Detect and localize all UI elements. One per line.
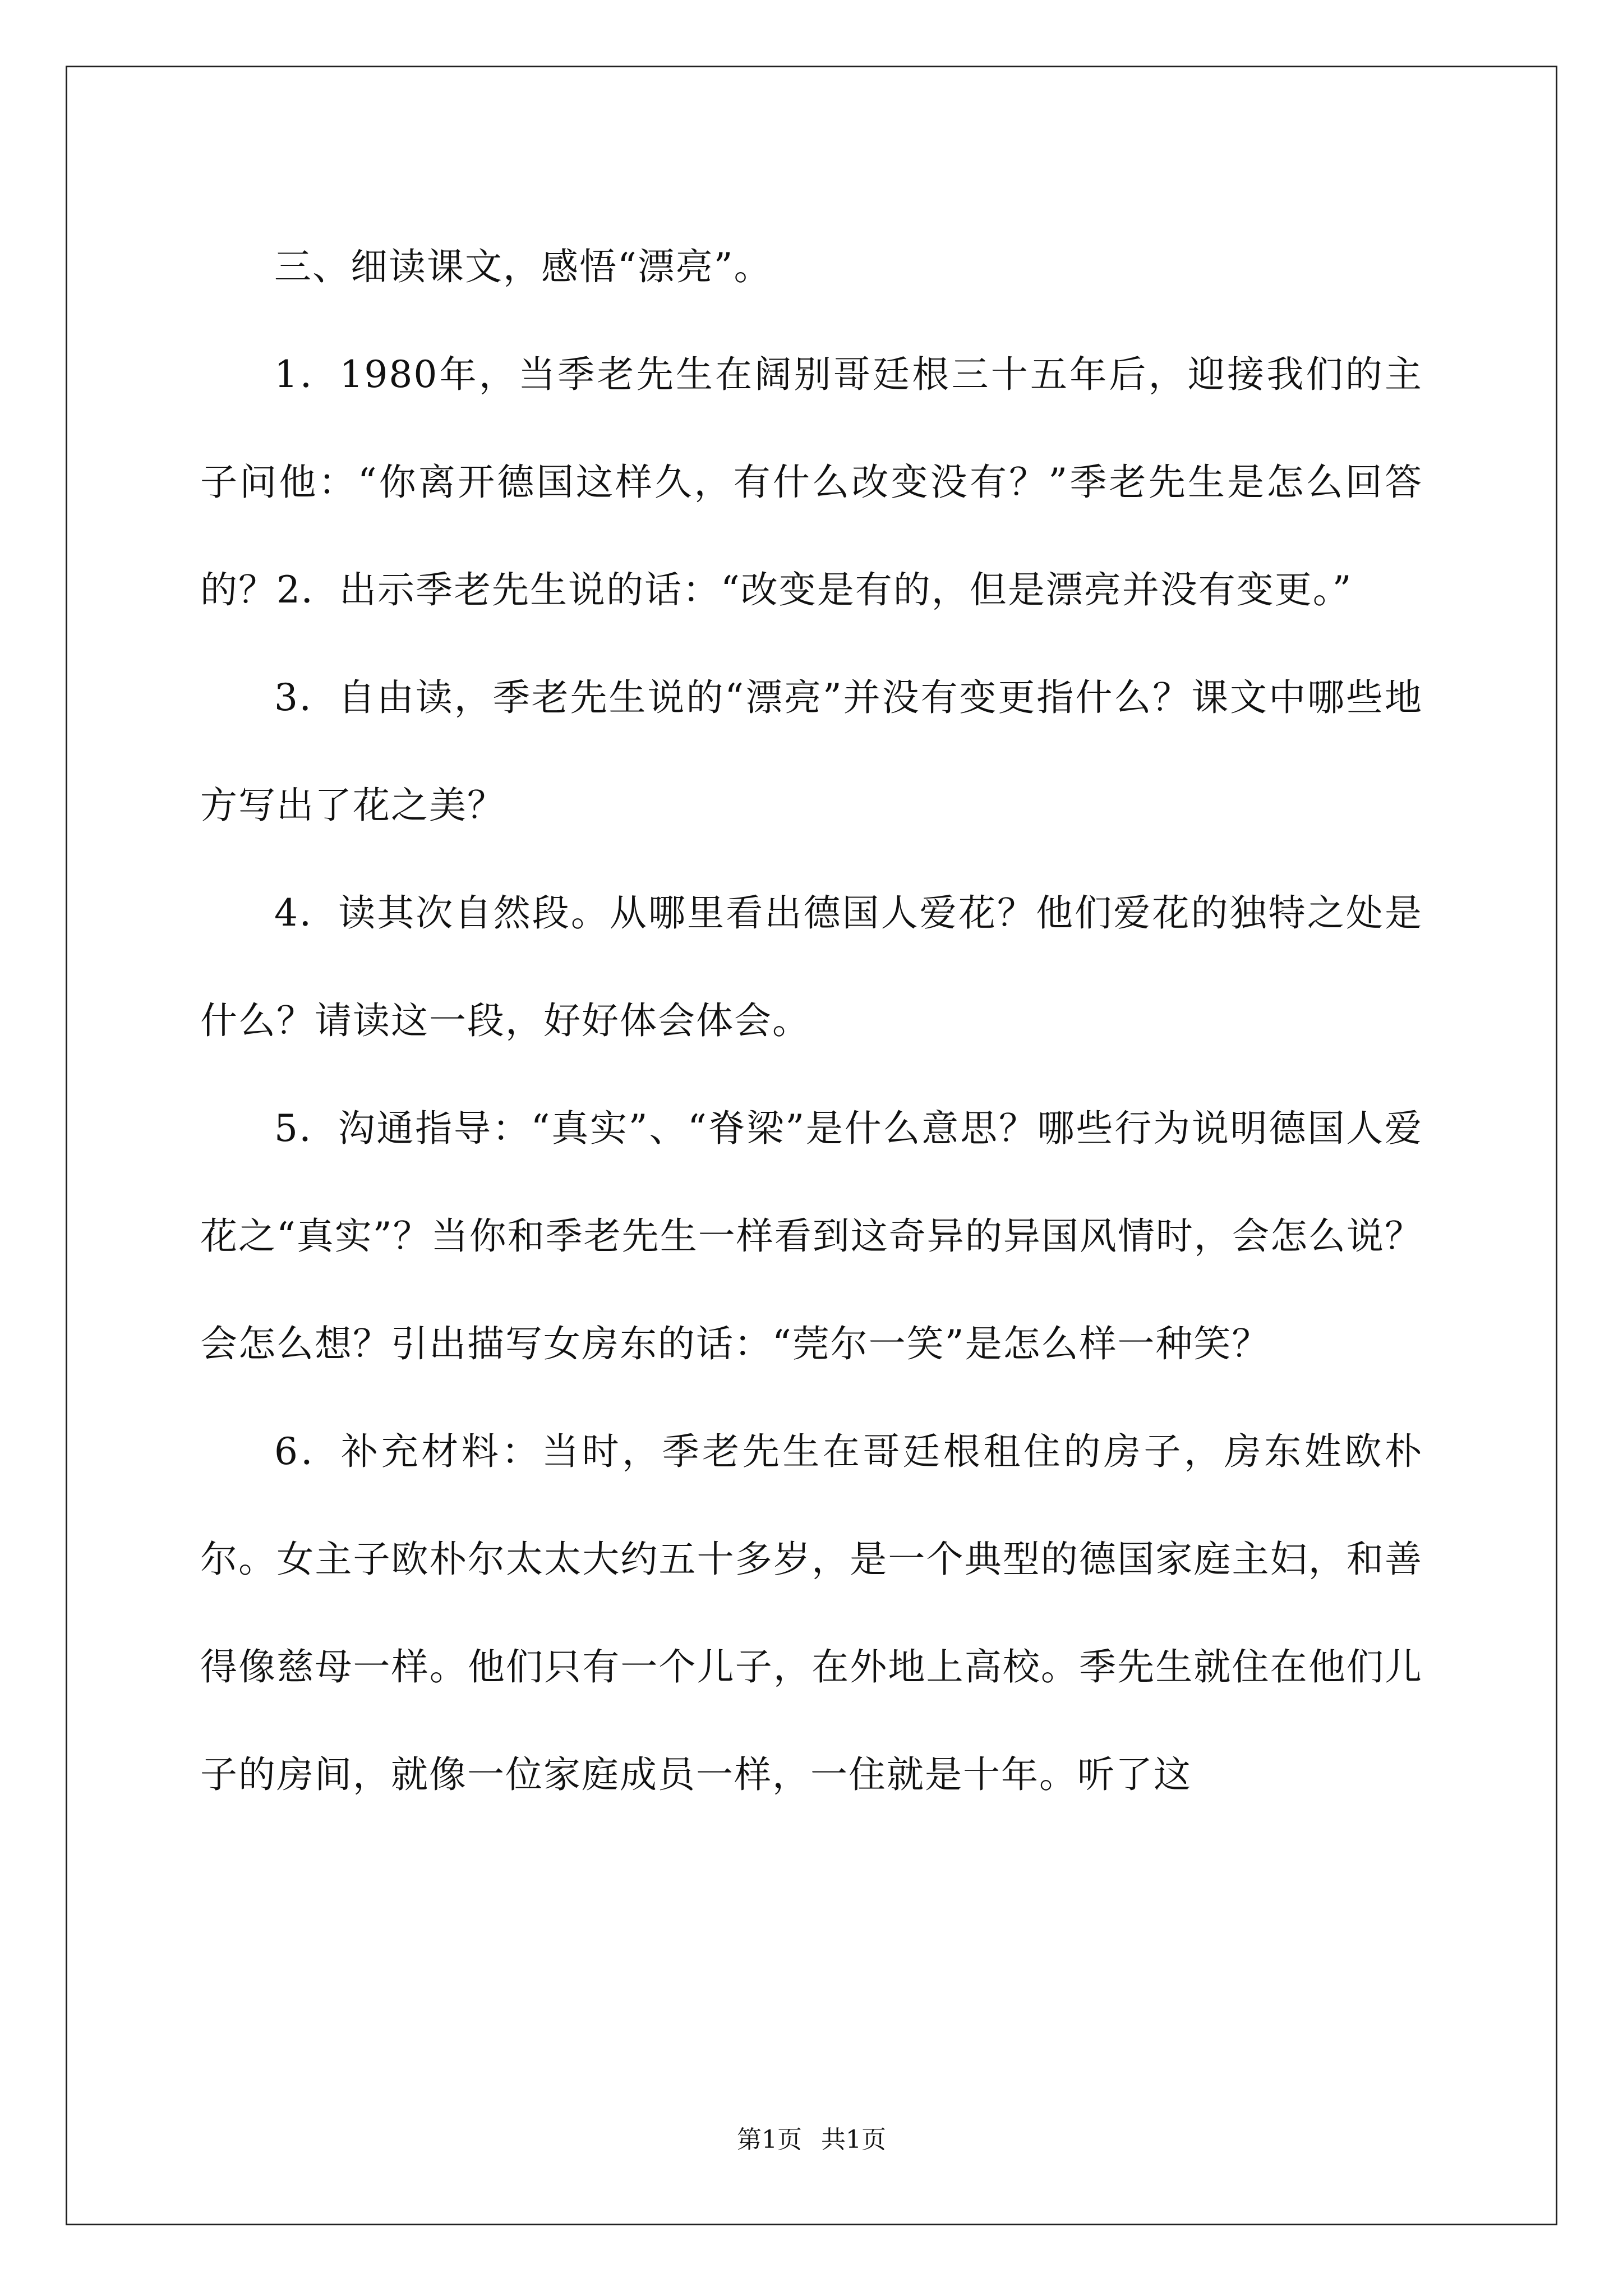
page-total: 共1页 <box>821 2125 886 2154</box>
paragraph-item-5: 5．沟通指导：“真实”、“脊梁”是什么意思？哪些行为说明德国人爱花之“真实”？当你和季老先生一样看到这奇异的异国风情时，会怎么说？会怎么想？引出描写女房东的话：“莞尔一笑”是怎么样一种笑？ <box>200 1107 1423 1365</box>
paragraph-section-heading: 三、细读课文，感悟“漂亮”。 <box>274 245 772 288</box>
paragraph-item-1-2: 1．1980年，当季老先生在阔别哥廷根三十五年后，迎接我们的主子问他：“你离开德国这样久，有什么改变没有？”季老先生是怎么回答的？2．出示季老先生说的话：“改变是有的，但是漂亮并没有变更。” <box>200 353 1423 611</box>
paragraph-item-3: 3．自由读，季老先生说的“漂亮”并没有变更指什么？课文中哪些地方写出了花之美？ <box>200 676 1423 827</box>
paragraph-item-4: 4．读其次自然段。从哪里看出德国人爱花？他们爱花的独特之处是什么？请读这一段，好好体会体会。 <box>200 891 1423 1042</box>
paragraph-item-6: 6．补充材料：当时，季老先生在哥廷根租住的房子，房东姓欧朴尔。女主子欧朴尔太太大约五十多岁，是一个典型的德国家庭主妇，和善得像慈母一样。他们只有一个儿子，在外地上高校。季先生就住在他们儿子的房间，就像一位家庭成员一样，一住就是十年。听了这 <box>200 1430 1423 1796</box>
page-footer <box>0 2123 1623 2157</box>
page-number: 第1页 <box>737 2125 802 2154</box>
document-body <box>200 213 1423 1829</box>
